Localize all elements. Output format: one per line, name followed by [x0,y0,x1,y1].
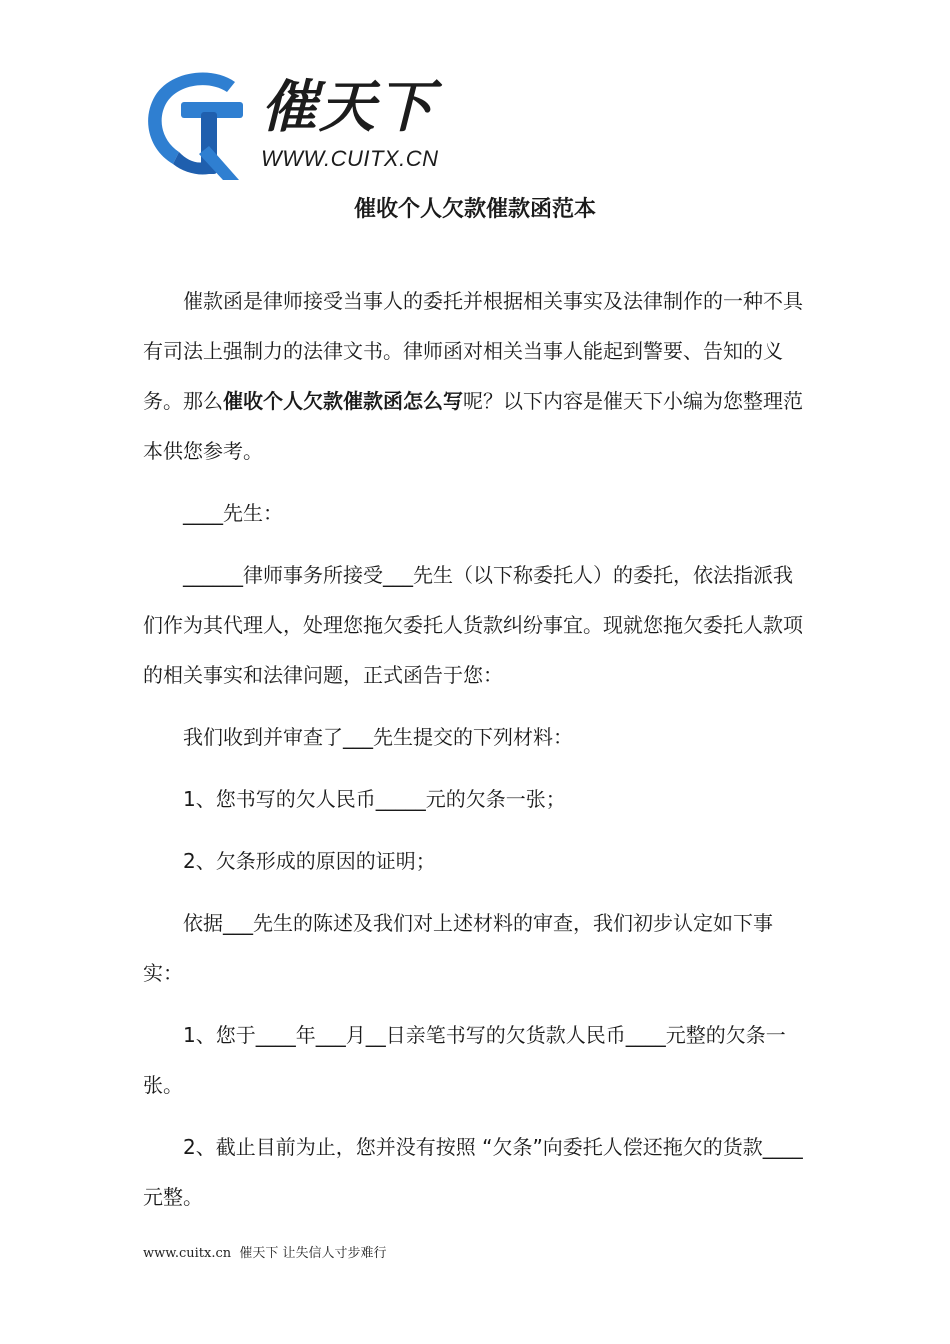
salutation: ____先生： [183,501,283,525]
paragraph-3: 1、您书写的欠人民币_____元的欠条一张； [183,787,566,811]
document-title: 催收个人欠款催款函范本 [353,197,596,222]
logo [143,68,463,184]
paragraph-4: 2、欠条形成的原因的证明； [183,849,436,873]
paragraph-7: 2、截止目前为止，您并没有按照 “欠条”向委托人偿还拖欠的货款____元整。 [143,1135,803,1209]
paragraph-6: 1、您于____年___月__日亲笔书写的欠货款人民币____元整的欠条一张。 [143,1023,786,1097]
intro-text-1: 催款函是律师接受当事人的委托并根据相关事实及法律制作的一种不具有司法上强制力的法律文书。律师函对相关当事人能起到警要、告知的义务。那么 [143,289,803,413]
intro-paragraph [143,276,809,476]
logo-ct-icon [143,68,259,184]
paragraph-1: ______律师事务所接受___先生（以下称委托人）的委托，依法指派我们作为其代理人，处理您拖欠委托人货款纠纷事宜。现就您拖欠委托人款项的相关事实和法律问题，正式函告于您： [143,563,803,687]
page-footer [143,1244,387,1264]
footer-site-link[interactable]: www.cuitx.cn [143,1246,232,1261]
footer-slogan: 催天下 让失信人寸步难行 [239,1246,387,1261]
intro-bold-phrase: 催收个人欠款催款函怎么写 [223,389,463,413]
intro-text-2: 呢？以下内容是催天下小编为您整理范本供您参考。 [143,389,803,463]
paragraph-5: 依据___先生的陈述及我们对上述材料的审查，我们初步认定如下事实： [143,911,773,985]
paragraph-2: 我们收到并审查了___先生提交的下列材料： [183,725,573,749]
logo-brand-name: 催天下 [261,75,435,140]
document-body [143,276,809,1222]
logo-url: WWW.CUITX.CN [261,146,439,171]
